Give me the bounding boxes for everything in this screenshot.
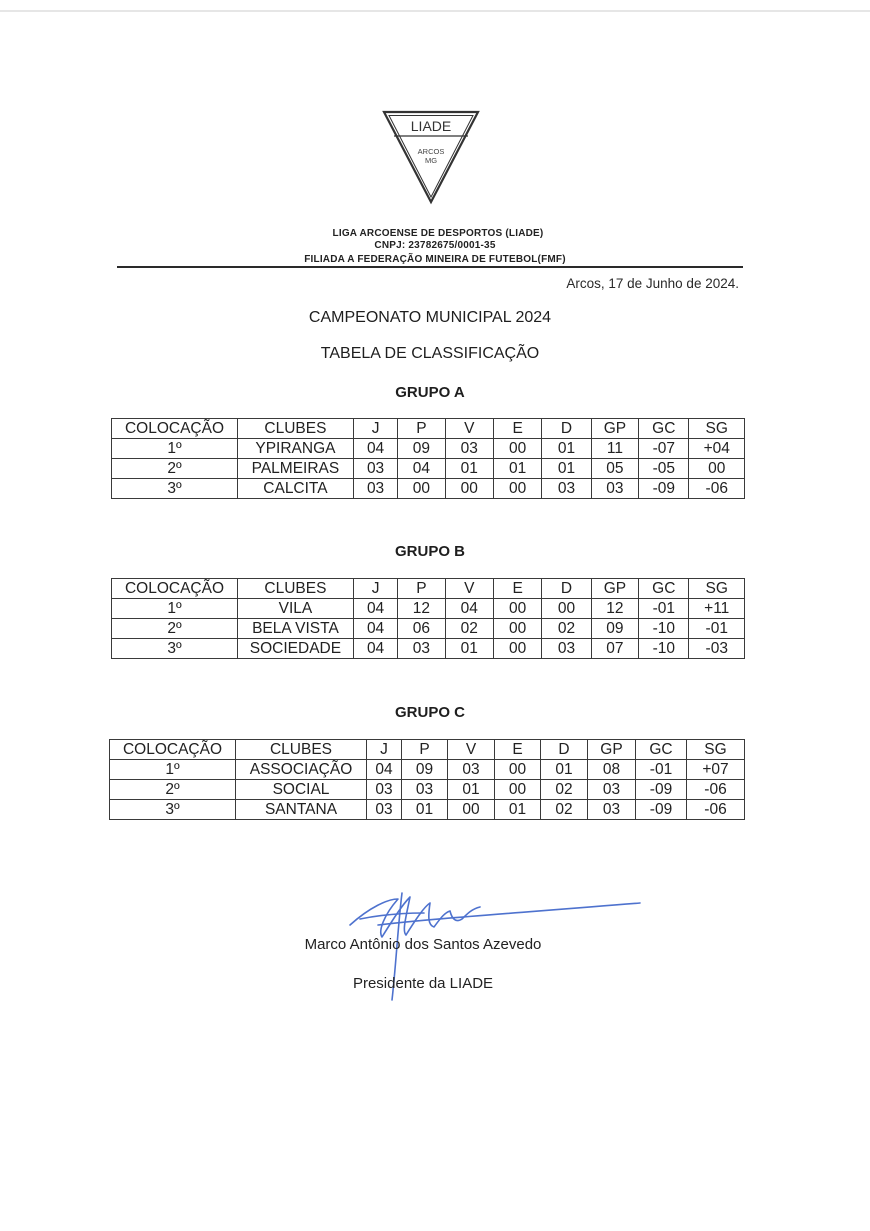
table-row	[112, 599, 745, 619]
table-cell: -09	[636, 780, 687, 800]
table-cell: CALCITA	[237, 479, 353, 499]
table-row	[110, 780, 745, 800]
table-cell: 03	[448, 760, 495, 780]
table-cell: 12	[591, 599, 638, 619]
table-cell: 05	[591, 459, 638, 479]
col-header: E	[493, 419, 541, 439]
col-header: E	[495, 740, 541, 760]
document-date: Arcos, 17 de Junho de 2024.	[566, 276, 739, 291]
col-header: P	[402, 740, 448, 760]
col-header: GC	[636, 740, 687, 760]
svg-text:MG: MG	[424, 156, 438, 165]
table-cell: -07	[639, 439, 689, 459]
table-cell: 03	[591, 479, 638, 499]
table-row	[112, 639, 745, 659]
table-cell: 3º	[110, 800, 236, 820]
table-cell: 09	[398, 439, 445, 459]
table-cell: -09	[639, 479, 689, 499]
table-cell: 00	[493, 439, 541, 459]
col-header: J	[367, 740, 402, 760]
table-cell: 04	[353, 639, 397, 659]
col-header: E	[493, 579, 541, 599]
table-cell: 01	[402, 800, 448, 820]
table-cell: 00	[493, 619, 541, 639]
col-header: COLOCAÇÃO	[110, 740, 236, 760]
table-cell: 01	[445, 639, 493, 659]
table-cell: SOCIEDADE	[237, 639, 353, 659]
table-cell: 00	[445, 479, 493, 499]
table-cell: 00	[689, 459, 745, 479]
table-cell: -06	[687, 780, 745, 800]
table-cell: SANTANA	[236, 800, 367, 820]
table-cell: 00	[495, 760, 541, 780]
table-cell: 00	[398, 479, 445, 499]
table-cell: 04	[398, 459, 445, 479]
table-cell: 1º	[110, 760, 236, 780]
table-cell: 02	[445, 619, 493, 639]
org-name: LIGA ARCOENSE DE DESPORTOS (LIADE)	[332, 228, 544, 239]
table-row	[112, 479, 745, 499]
signer-name: Marco Antônio dos Santos Azevedo	[304, 936, 542, 953]
table-header-row	[110, 740, 745, 760]
col-header: GC	[639, 419, 689, 439]
table-header-row	[112, 419, 745, 439]
table-cell: 04	[353, 619, 397, 639]
table-cell: 01	[542, 459, 591, 479]
table-cell: 03	[367, 800, 402, 820]
group-a-table	[111, 418, 745, 499]
table-cell: 2º	[110, 780, 236, 800]
table-cell: 02	[541, 800, 588, 820]
table-cell: 03	[353, 459, 397, 479]
table-row	[112, 619, 745, 639]
table-cell: 03	[353, 479, 397, 499]
table-cell: PALMEIRAS	[237, 459, 353, 479]
table-cell: 00	[493, 479, 541, 499]
table-cell: -10	[639, 639, 689, 659]
table-cell: 02	[542, 619, 591, 639]
table-cell: 11	[591, 439, 638, 459]
group-b-table	[111, 578, 745, 659]
col-header: D	[542, 419, 591, 439]
org-cnpj: CNPJ: 23782675/0001-35	[374, 240, 496, 251]
table-cell: 01	[445, 459, 493, 479]
scan-edge	[0, 10, 870, 12]
table-cell: 01	[493, 459, 541, 479]
group-b-title: GRUPO B	[394, 543, 465, 560]
table-cell: ASSOCIAÇÃO	[236, 760, 367, 780]
table-cell: 08	[588, 760, 636, 780]
col-header: GP	[591, 419, 638, 439]
table-cell: 03	[542, 639, 591, 659]
table-cell: 03	[445, 439, 493, 459]
col-header: CLUBES	[236, 740, 367, 760]
table-cell: -03	[689, 639, 745, 659]
table-cell: 1º	[112, 599, 238, 619]
svg-text:ARCOS: ARCOS	[417, 147, 445, 156]
table-header-row	[112, 579, 745, 599]
document-subtitle: TABELA DE CLASSIFICAÇÃO	[320, 345, 540, 362]
col-header: D	[541, 740, 588, 760]
table-cell: 04	[367, 760, 402, 780]
col-header: V	[448, 740, 495, 760]
table-cell: -01	[639, 599, 689, 619]
col-header: P	[398, 579, 445, 599]
table-cell: -09	[636, 800, 687, 820]
col-header: GP	[588, 740, 636, 760]
table-cell: 00	[448, 800, 495, 820]
table-cell: 09	[591, 619, 638, 639]
table-cell: 03	[402, 780, 448, 800]
col-header: SG	[687, 740, 745, 760]
table-cell: 03	[398, 639, 445, 659]
col-header: GP	[591, 579, 638, 599]
table-cell: -06	[687, 800, 745, 820]
table-cell: 00	[493, 639, 541, 659]
table-cell: 2º	[112, 619, 238, 639]
col-header: CLUBES	[237, 579, 353, 599]
table-row	[110, 760, 745, 780]
liade-logo	[381, 109, 481, 205]
table-cell: SOCIAL	[236, 780, 367, 800]
table-cell: 1º	[112, 439, 238, 459]
col-header: CLUBES	[237, 419, 353, 439]
table-cell: 04	[353, 439, 397, 459]
table-cell: 00	[542, 599, 591, 619]
org-affiliation: FILIADA A FEDERAÇÃO MINEIRA DE FUTEBOL(FMF)	[304, 254, 566, 265]
header-rule	[117, 266, 743, 268]
col-header: P	[398, 419, 445, 439]
table-cell: VILA	[237, 599, 353, 619]
table-cell: 04	[445, 599, 493, 619]
table-cell: -05	[639, 459, 689, 479]
table-cell: 01	[448, 780, 495, 800]
table-cell: 03	[542, 479, 591, 499]
col-header: V	[445, 419, 493, 439]
table-cell: 07	[591, 639, 638, 659]
table-cell: 00	[495, 780, 541, 800]
table-cell: 2º	[112, 459, 238, 479]
table-cell: -06	[689, 479, 745, 499]
table-cell: +04	[689, 439, 745, 459]
group-a-title: GRUPO A	[395, 384, 465, 401]
table-cell: 12	[398, 599, 445, 619]
table-row	[112, 439, 745, 459]
table-cell: -01	[689, 619, 745, 639]
table-row	[112, 459, 745, 479]
table-cell: YPIRANGA	[237, 439, 353, 459]
col-header: COLOCAÇÃO	[112, 419, 238, 439]
table-cell: 01	[495, 800, 541, 820]
col-header: COLOCAÇÃO	[112, 579, 238, 599]
col-header: J	[353, 419, 397, 439]
table-cell: 09	[402, 760, 448, 780]
table-cell: 02	[541, 780, 588, 800]
col-header: SG	[689, 419, 745, 439]
signer-role: Presidente da LIADE	[352, 975, 494, 992]
group-c-title: GRUPO C	[394, 704, 465, 721]
table-cell: -10	[639, 619, 689, 639]
table-cell: 06	[398, 619, 445, 639]
table-cell: 03	[367, 780, 402, 800]
table-cell: BELA VISTA	[237, 619, 353, 639]
group-c-table	[109, 739, 745, 820]
col-header: J	[353, 579, 397, 599]
table-cell: 00	[493, 599, 541, 619]
svg-text:LIADE: LIADE	[410, 118, 452, 134]
col-header: D	[542, 579, 591, 599]
col-header: GC	[639, 579, 689, 599]
table-cell: 03	[588, 780, 636, 800]
col-header: SG	[689, 579, 745, 599]
table-cell: 01	[541, 760, 588, 780]
col-header: V	[445, 579, 493, 599]
table-cell: 03	[588, 800, 636, 820]
table-cell: 04	[353, 599, 397, 619]
table-cell: 3º	[112, 479, 238, 499]
table-cell: +11	[689, 599, 745, 619]
table-row	[110, 800, 745, 820]
document-title: CAMPEONATO MUNICIPAL 2024	[308, 309, 552, 326]
table-cell: 3º	[112, 639, 238, 659]
table-cell: -01	[636, 760, 687, 780]
table-cell: +07	[687, 760, 745, 780]
table-cell: 01	[542, 439, 591, 459]
